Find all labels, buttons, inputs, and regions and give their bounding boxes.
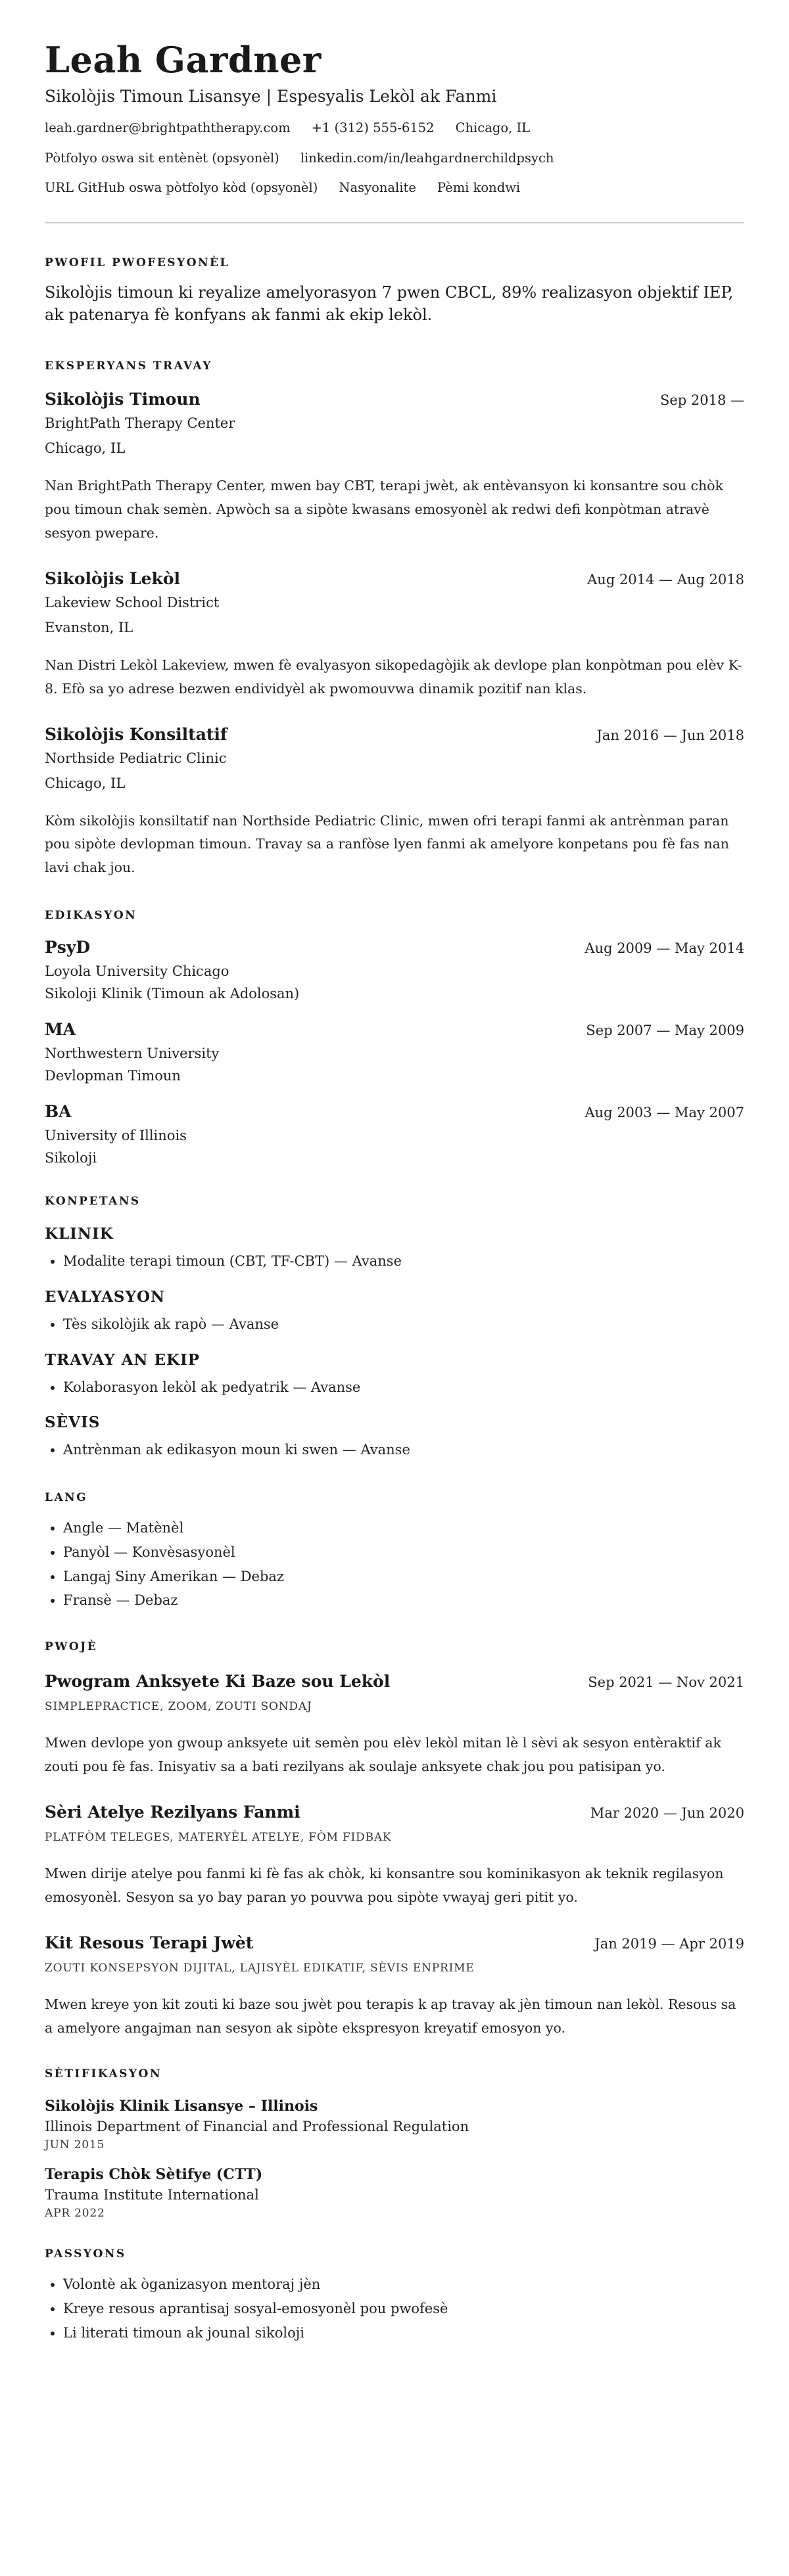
education-section (45, 909, 744, 1166)
projects-section (45, 1640, 744, 2040)
degree-title: PsyD (45, 938, 91, 957)
section-title: SÈTIFIKASYON (45, 2067, 162, 2081)
field-of-study: Sikoloji Klinik (Timoun ak Adolosan) (45, 986, 300, 1002)
job-dates: Aug 2014 — Aug 2018 (587, 571, 744, 587)
header-divider (45, 222, 744, 223)
skill-group-title: EVALYASYON (45, 1287, 166, 1306)
language-item: • Angle — Matènèl (63, 1516, 744, 1540)
skill-group (45, 1414, 744, 1462)
skill-group-title: TRAVAY AN EKIP (45, 1350, 201, 1369)
nationality-text: Nasyonalite (339, 180, 416, 196)
language-item: • Langaj Siny Amerikan — Debaz (63, 1565, 744, 1589)
project-entry (45, 1933, 744, 2040)
section-title: PWOJÈ (45, 1640, 98, 1654)
candidate-subtitle: Sikolòjis Timoun Lisansye | Espesyalis Lekòl ak Fanmi (45, 87, 497, 106)
project-name: Pwogram Anksyete Ki Baze sou Lekòl (45, 1672, 391, 1691)
education-entry (45, 938, 744, 1001)
license-text: Pèmi kondwi (437, 180, 521, 196)
languages-section (45, 1491, 744, 1613)
project-name: Kit Resous Terapi Jwèt (45, 1933, 254, 1952)
github-text: URL GitHub oswa pòtfolyo kòd (opsyonèl) (45, 180, 318, 196)
education-entry (45, 1020, 744, 1084)
job-organization: Lakeview School District (45, 594, 220, 610)
education-entry (45, 1102, 744, 1166)
school-name: Loyola University Chicago (45, 963, 229, 980)
field-of-study: Devlopman Timoun (45, 1068, 181, 1084)
school-name: University of Illinois (45, 1128, 187, 1144)
job-description: Kòm sikolòjis konsiltatif nan Northside Pediatric Clinic, mwen ofri terapi fanmi ak antrènman paran pou sipòte devlopman timoun. Travay sa a ranfòse lyen fanmi ak amelyore konpetans pou fè fas nan lavi chak jou. (45, 812, 729, 876)
skill-group (45, 1225, 744, 1274)
location-text: Chicago, IL (455, 120, 531, 136)
section-title: PWOFIL PWOFESYONÈL (45, 256, 229, 269)
certification-issuer: Trauma Institute International (45, 2187, 259, 2203)
certification-name: Sikolòjis Klinik Lisansye – Illinois (45, 2098, 318, 2115)
section-title: EDIKASYON (45, 909, 137, 923)
phone-text: +1 (312) 555-6152 (311, 120, 435, 136)
interest-item: • Volontè ak òganizasyon mentoraj jèn (63, 2272, 744, 2297)
job-dates: Sep 2018 — (659, 392, 744, 409)
school-name: Northwestern University (45, 1046, 220, 1062)
certification-entry (45, 2166, 744, 2220)
skill-group-title: KLINIK (45, 1225, 114, 1243)
project-dates: Sep 2021 — Nov 2021 (588, 1674, 744, 1691)
job-location: Evanston, IL (45, 619, 133, 635)
project-description: Mwen dirije atelye pou fanmi ki fè fas ak chòk, ki konsantre sou kominikasyon ak teknik regilasyon emosyonèl. Sesyon sa yo bay paran yo pouvwa pou sipòte vwayaj geri pitit yo. (45, 1865, 724, 1905)
skill-group-title: SÈVIS (45, 1414, 101, 1432)
certifications-section (45, 2067, 744, 2220)
summary-section (45, 256, 744, 327)
job-location: Chicago, IL (45, 440, 126, 457)
language-item: • Panyòl — Konvèsasyonèl (63, 1540, 744, 1565)
section-title: KONPETANS (45, 1195, 141, 1208)
degree-dates: Aug 2009 — May 2014 (585, 940, 744, 957)
project-tools: ZOUTI KONSEPSYON DIJITAL, LAJISYÈL EDIKATIF, SÈVIS ENPRIME (45, 1961, 475, 1975)
contact-info (45, 122, 744, 195)
job-description: Nan Distri Lekòl Lakeview, mwen fè evalyasyon sikopedagòjik ak devlope plan konpòtman pou elèv K-8. Efò sa yo adrese bezwen endividyèl ak pwomouvwa dinamik pozitif nan klas. (45, 656, 742, 697)
language-item: • Fransè — Debaz (63, 1588, 744, 1613)
job-organization: Northside Pediatric Clinic (45, 750, 227, 766)
contact-row (45, 181, 744, 195)
experience-entry (45, 569, 744, 701)
skill-group (45, 1288, 744, 1337)
skill-item: • Tès sikolòjik ak rapò — Avanse (63, 1312, 744, 1337)
project-entry (45, 1803, 744, 1910)
degree-dates: Aug 2003 — May 2007 (585, 1105, 744, 1121)
interests-section (45, 2247, 744, 2345)
job-title: Sikolòjis Konsiltatif (45, 724, 227, 744)
skill-group (45, 1351, 744, 1400)
section-title: LANG (45, 1491, 88, 1505)
degree-title: MA (45, 1020, 76, 1040)
summary-text: Sikolòjis timoun ki reyalize amelyorasyon 7 pwen CBCL, 89% realizasyon objektif IEP, ak patenarya fè konfyans ak fanmi ak ekip lekòl. (45, 283, 734, 325)
project-dates: Jan 2019 — Apr 2019 (594, 1935, 744, 1952)
interest-item: • Li literati timoun ak jounal sikoloji (63, 2321, 744, 2345)
skills-section (45, 1195, 744, 1462)
job-location: Chicago, IL (45, 775, 126, 791)
certification-name: Terapis Chòk Sètifye (CTT) (45, 2166, 263, 2184)
field-of-study: Sikoloji (45, 1150, 97, 1166)
project-dates: Mar 2020 — Jun 2020 (590, 1805, 744, 1821)
skill-item: • Kolaborasyon lekòl ak pedyatrik — Avanse (63, 1375, 744, 1400)
degree-title: BA (45, 1102, 72, 1122)
skill-item: • Antrènman ak edikasyon moun ki swen — Avanse (63, 1438, 744, 1462)
section-title: EKSPERYANS TRAVAY (45, 359, 212, 373)
experience-section (45, 359, 744, 880)
experience-entry (45, 725, 744, 881)
contact-row (45, 122, 744, 135)
project-tools: PLATFÒM TELEGES, MATERYÈL ATELYE, FÒM FIDBAK (45, 1830, 392, 1844)
certification-entry (45, 2098, 744, 2151)
portfolio-text: Pòtfolyo oswa sit entènèt (opsyonèl) (45, 150, 279, 166)
certification-issuer: Illinois Department of Financial and Professional Regulation (45, 2119, 469, 2135)
skill-item: • Modalite terapi timoun (CBT, TF-CBT) — Avanse (63, 1249, 744, 1274)
contact-row (45, 152, 744, 165)
interest-item: • Kreye resous aprantisaj sosyal-emosyonèl pou pwofesè (63, 2297, 744, 2321)
section-title: PASSYONS (45, 2247, 126, 2261)
project-tools: SIMPLEPRACTICE, ZOOM, ZOUTI SONDAJ (45, 1700, 312, 1714)
experience-entry (45, 390, 744, 545)
resume-header (45, 39, 744, 195)
project-entry (45, 1672, 744, 1779)
job-description: Nan BrightPath Therapy Center, mwen bay CBT, terapi jwèt, ak entèvansyon ki konsantre sou chòk pou timoun chak semèn. Apwòch sa a sipòte kwasans emosyonèl ak redwi defi konpòtman atravè sesyon pwepare. (45, 478, 723, 541)
job-title: Sikolòjis Lekòl (45, 568, 181, 588)
project-description: Mwen devlope yon gwoup anksyete uit semèn pou elèv lekòl mitan lè l sèvi ak sesyon entèraktif ak zouti pou fè fas. Inisyativ sa a bati rezilyans ak soulaje anksyete chak jou pou patisipan yo. (45, 1735, 721, 1775)
certification-date: JUN 2015 (45, 2138, 105, 2152)
degree-dates: Sep 2007 — May 2009 (586, 1023, 744, 1039)
project-name: Sèri Atelye Rezilyans Fanmi (45, 1802, 300, 1822)
job-organization: BrightPath Therapy Center (45, 415, 235, 432)
job-title: Sikolòjis Timoun (45, 390, 201, 409)
candidate-name: Leah Gardner (45, 39, 322, 81)
project-description: Mwen kreye yon kit zouti ki baze sou jwèt pou terapis k ap travay ak jèn timoun nan lekòl. Resous sa a amelyore angajman nan sesyon ak sipòte ekspresyon kreyatif emosyon yo. (45, 1996, 736, 2036)
email-text: leah.gardner@brightpaththerapy.com (45, 120, 291, 136)
linkedin-text: linkedin.com/in/leahgardnerchildpsych (300, 150, 554, 166)
certification-date: APR 2022 (45, 2207, 105, 2220)
job-dates: Jan 2016 — Jun 2018 (596, 727, 744, 743)
